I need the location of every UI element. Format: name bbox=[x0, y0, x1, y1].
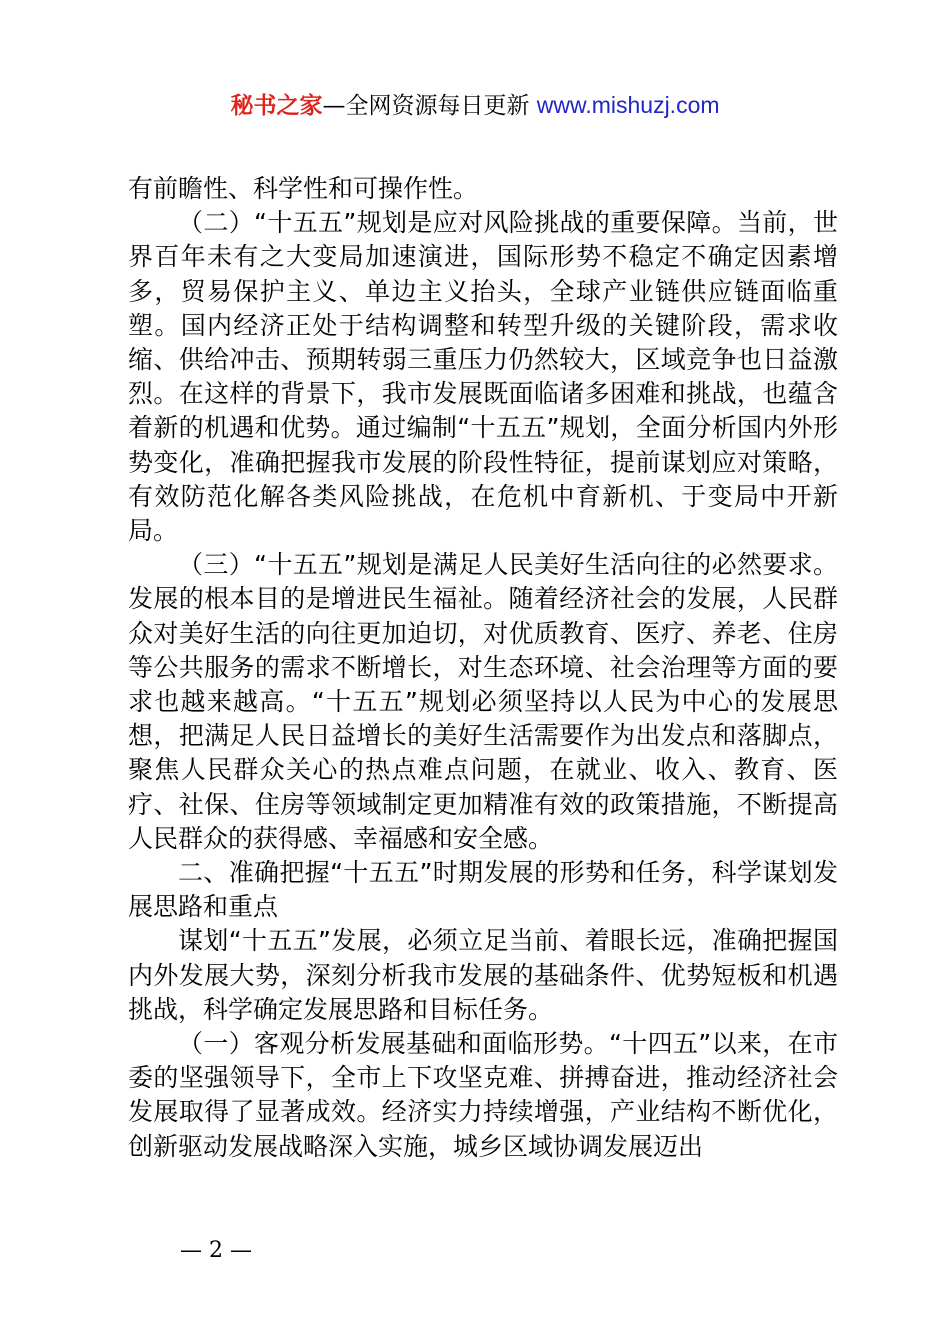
paragraph-intro: 谋划“十五五”发展，必须立足当前、着眼长远，准确把握国内外发展大势，深刻分析我市发展的基础条件、优势短板和机遇挑战，科学确定发展思路和目标任务。 bbox=[128, 926, 838, 1024]
header-tagline: —全网资源每日更新 bbox=[322, 93, 537, 119]
site-url-link[interactable]: www.mishuzj.com bbox=[536, 92, 720, 118]
paragraph-section-2: （二）“十五五”规划是应对风险挑战的重要保障。当前，世界百年未有之大变局加速演进，国际形势不稳定不确定因素增多，贸易保护主义、单边主义抬头，全球产业链供应链面临重塑。国内经济正处于结构调整和转型升级的关键阶段，需求收缩、供给冲击、预期转弱三重压力仍然较大，区域竞争也日益激烈。在这样的背景下，我市发展既面临诸多困难和挑战，也蕴含着新的机遇和优势。通过编制“十五五”规划，全面分析国内外形势变化，准确把握我市发展的阶段性特征，提前谋划应对策略，有效防范化解各类风险挑战，在危机中育新机、于变局中开新局。 bbox=[128, 208, 838, 546]
paragraph-section-3: （三）“十五五”规划是满足人民美好生活向往的必然要求。发展的根本目的是增进民生福祉。随着经济社会的发展，人民群众对美好生活的向往更加迫切，对优质教育、医疗、养老、住房等公共服务的需求不断增长，对生态环境、社会治理等方面的要求也越来越高。“十五五”规划必须坚持以人民为中心的发展思想，把满足人民日益增长的美好生活需要作为出发点和落脚点，聚焦人民群众关心的热点难点问题，在就业、收入、教育、医疗、社保、住房等领域制定更加精准有效的政策措施，不断提高人民群众的获得感、幸福感和安全感。 bbox=[128, 550, 838, 853]
page-number: — 2 — bbox=[180, 1238, 252, 1263]
site-brand: 秘书之家 bbox=[230, 93, 323, 119]
paragraph-subsection-1: （一）客观分析发展基础和面临形势。“十四五”以来，在市委的坚强领导下，全市上下攻坚克难、拼搏奋进，推动经济社会发展取得了显著成效。经济实力持续增强，产业结构不断优化，创新驱动发展战略深入实施，城乡区域协调发展迈出 bbox=[128, 1029, 838, 1161]
page-header bbox=[0, 88, 950, 123]
document-body bbox=[128, 172, 838, 1164]
paragraph-continuation: 有前瞻性、科学性和可操作性。 bbox=[128, 174, 479, 203]
section-heading-2: 二、准确把握“十五五”时期发展的形势和任务，科学谋划发展思路和重点 bbox=[128, 858, 838, 922]
